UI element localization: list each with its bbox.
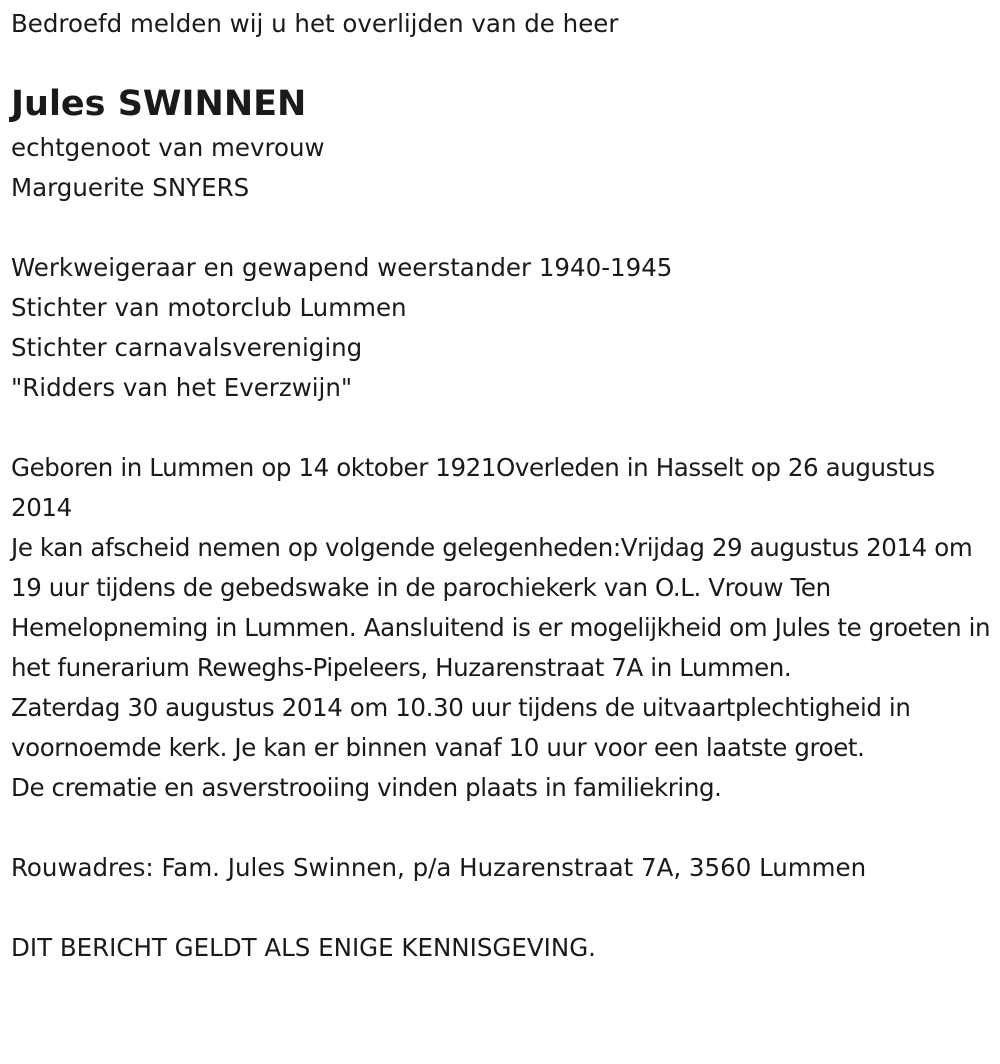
funeral-text: Zaterdag 30 augustus 2014 om 10.30 uur tijdens de uitvaartplechtigheid in voornoemde kerk. Je kan er binnen vanaf 10 uur voor een laatste groet. (11, 693, 911, 762)
cremation-text: De crematie en asverstrooiing vinden plaats in familiekring. (11, 773, 722, 802)
honor-item: Stichter carnavalsvereniging (11, 333, 363, 362)
honor-item: "Ridders van het Everzwijn" (11, 373, 353, 402)
spacer (11, 808, 993, 848)
spacer (11, 408, 993, 448)
honor-item: Werkweigeraar en gewapend weerstander 1940-1945 (11, 253, 673, 282)
death-notice (11, 4, 993, 968)
farewell-text: Je kan afscheid nemen op volgende gelegenheden:Vrijdag 29 augustus 2014 om 19 uur tijdens de gebedswake in de parochiekerk van O.L. Vrouw Ten Hemelopneming in Lummen. Aansluitend is er mogelijkheid om Jules te groeten in het funerarium Reweghs-Pipeleers, Huzarenstraat 7A in Lummen. (11, 533, 991, 682)
closing-text: DIT BERICHT GELDT ALS ENIGE KENNISGEVING. (11, 933, 596, 962)
birth-death-text: Geboren in Lummen op 14 oktober 1921Overleden in Hasselt op 26 augustus 2014 (11, 453, 935, 522)
honor-item: Stichter van motorclub Lummen (11, 293, 407, 322)
honors-list (11, 248, 993, 408)
deceased-name: Jules SWINNEN (11, 84, 307, 124)
spacer (11, 208, 993, 248)
address-text: Rouwadres: Fam. Jules Swinnen, p/a Huzarenstraat 7A, 3560 Lummen (11, 853, 867, 882)
spouse-line-1: echtgenoot van mevrouw (11, 133, 325, 162)
spouse-line-2: Marguerite SNYERS (11, 173, 250, 202)
spacer (11, 888, 993, 928)
intro-text: Bedroefd melden wij u het overlijden van de heer (11, 9, 619, 38)
